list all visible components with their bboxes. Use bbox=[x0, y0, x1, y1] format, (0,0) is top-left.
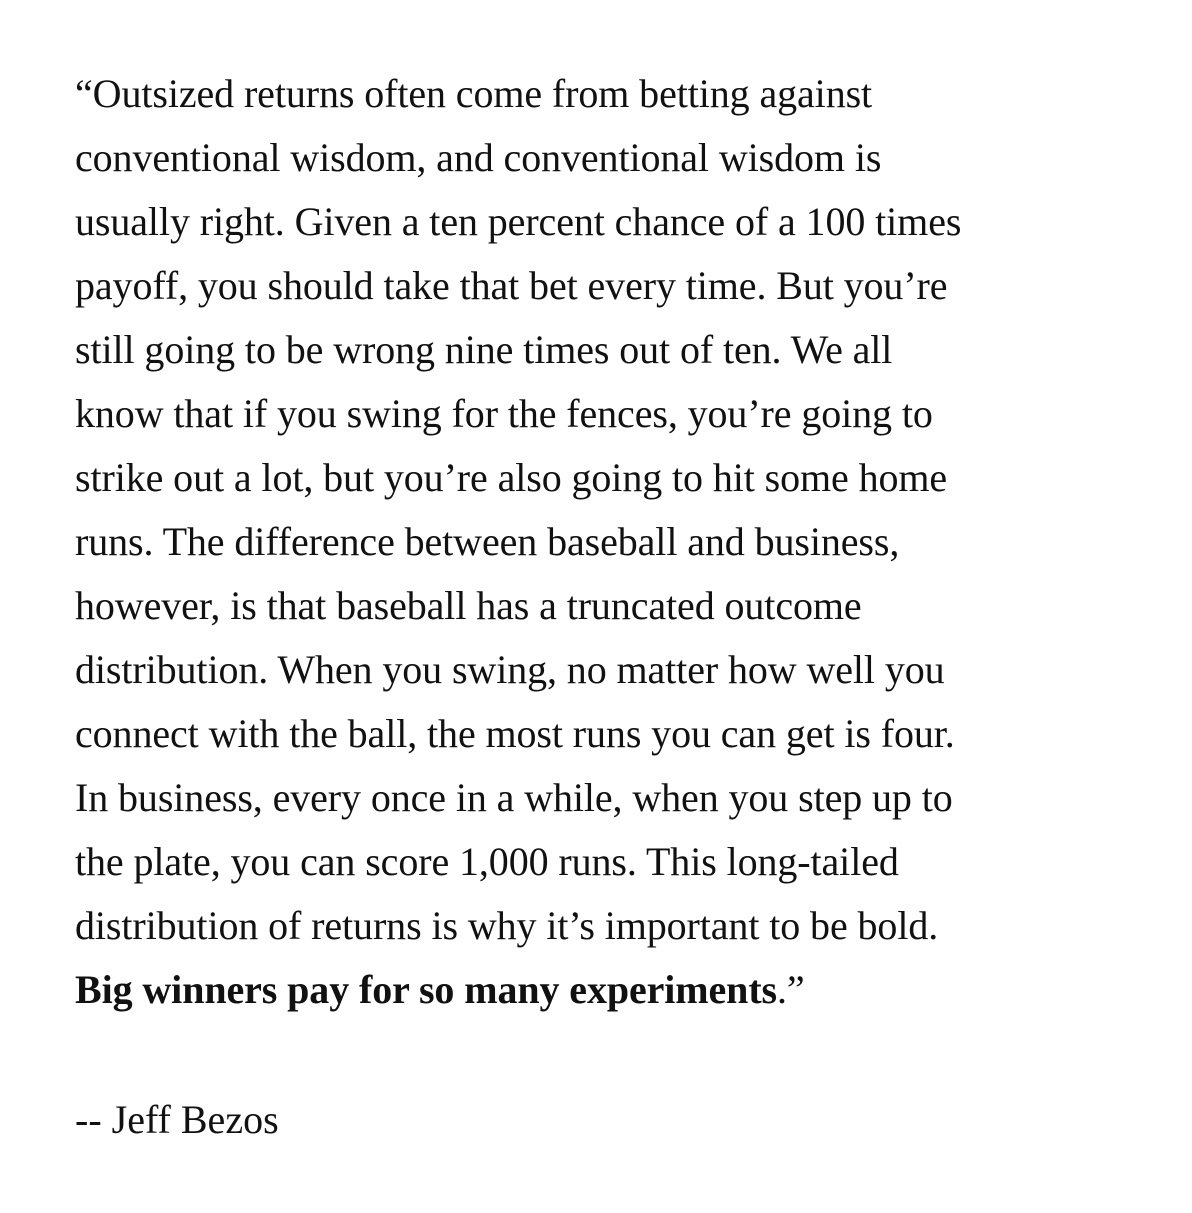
quote-line-10: distribution. When you swing, no matter how well you bbox=[75, 647, 945, 692]
quote-line-3: usually right. Given a ten percent chance of a 100 times bbox=[75, 199, 962, 244]
quote-page bbox=[75, 62, 1135, 1152]
quote-line-14: distribution of returns is why it’s important to be bold. bbox=[75, 903, 939, 948]
quote-bold-conclusion: Big winners pay for so many experiments bbox=[75, 967, 778, 1012]
quote-attribution: -- Jeff Bezos bbox=[75, 1097, 279, 1142]
quote-line-5: still going to be wrong nine times out of ten. We all bbox=[75, 327, 893, 372]
quote-line-8: runs. The difference between baseball and business, bbox=[75, 519, 900, 564]
quote-line-9: however, is that baseball has a truncated outcome bbox=[75, 583, 862, 628]
quote-line-11: connect with the ball, the most runs you can get is four. bbox=[75, 711, 955, 756]
quote-line-2: conventional wisdom, and conventional wisdom is bbox=[75, 135, 882, 180]
quote-closing-mark: .” bbox=[777, 967, 805, 1012]
quote-line-7: strike out a lot, but you’re also going to hit some home bbox=[75, 455, 948, 500]
quote-line-12: In business, every once in a while, when you step up to bbox=[75, 775, 953, 820]
quote-line-1: “Outsized returns often come from betting against bbox=[75, 71, 873, 116]
quote-line-4: payoff, you should take that bet every time. But you’re bbox=[75, 263, 948, 308]
quote-final-line bbox=[75, 958, 1135, 1022]
quote-line-13: the plate, you can score 1,000 runs. This long-tailed bbox=[75, 839, 899, 884]
quote-line-6: know that if you swing for the fences, you’re going to bbox=[75, 391, 933, 436]
quote-text bbox=[75, 62, 1135, 1022]
